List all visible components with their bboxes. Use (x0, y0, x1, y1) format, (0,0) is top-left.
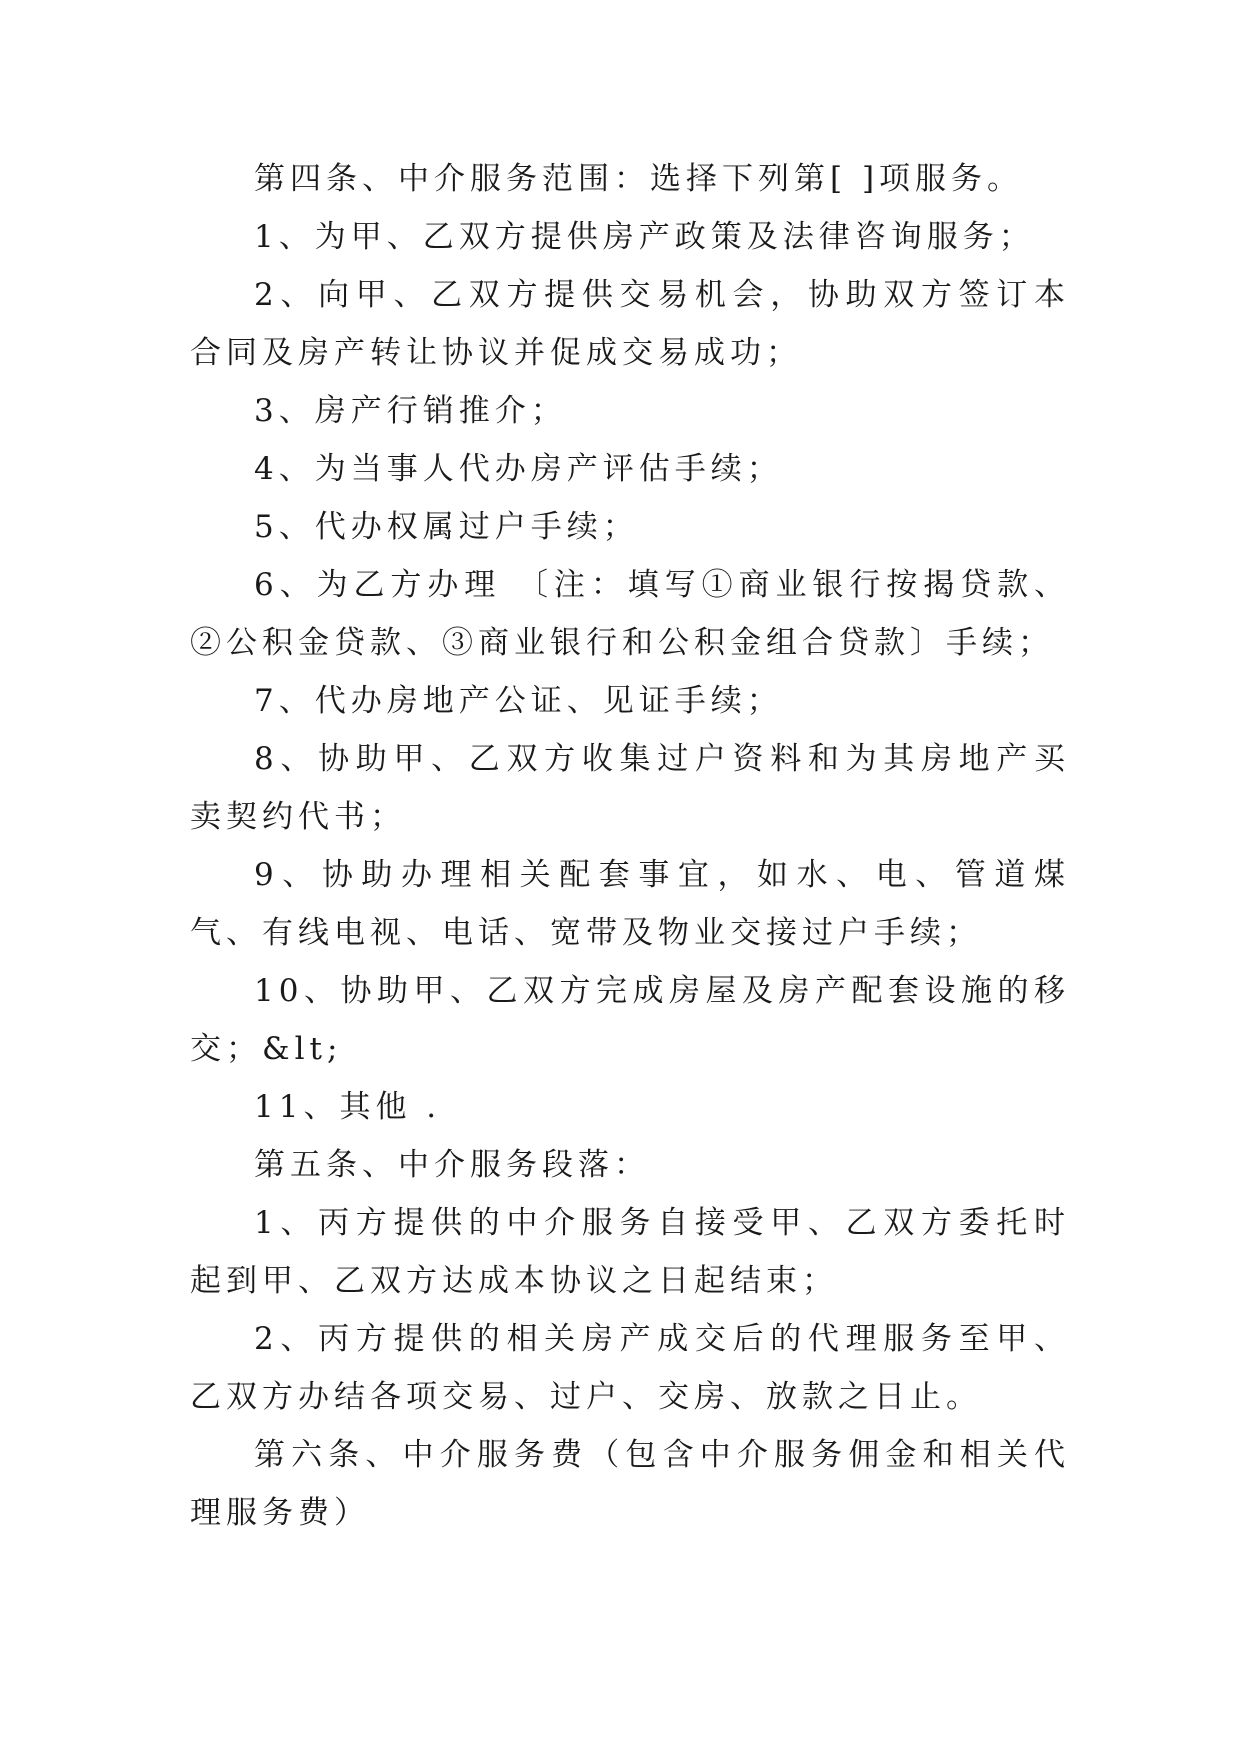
clause-5-heading: 第五条、中介服务段落： (254, 1147, 650, 1183)
clause-4-item-11: 11、其他 . (254, 1089, 442, 1125)
clause-4-item-10: 10、协助甲、乙双方完成房屋及房产配套设施的移交；&lt; (190, 973, 1070, 1067)
clause-4-item-7: 7、代办房地产公证、见证手续； (254, 683, 783, 719)
clause-4-item-2: 2、向甲、乙双方提供交易机会，协助双方签订本合同及房产转让协议并促成交易成功； (190, 277, 1070, 371)
clause-6-heading: 第六条、中介服务费（包含中介服务佣金和相关代理服务费） (190, 1437, 1070, 1531)
clause-4-heading: 第四条、中介服务范围：选择下列第[ ]项服务。 (254, 161, 1024, 197)
clause-4-item-5: 5、代办权属过户手续； (254, 509, 639, 545)
clause-5-item-2: 2、丙方提供的相关房产成交后的代理服务至甲、乙双方办结各项交易、过户、交房、放款之日止。 (190, 1321, 1070, 1415)
clause-5-item-1: 1、丙方提供的中介服务自接受甲、乙双方委托时起到甲、乙双方达成本协议之日起结束； (190, 1205, 1070, 1299)
clause-4-item-3: 3、房产行销推介； (254, 393, 567, 429)
clause-4-item-4: 4、为当事人代办房产评估手续； (254, 451, 783, 487)
clause-4-item-8: 8、协助甲、乙双方收集过户资料和为其房地产买卖契约代书； (190, 741, 1070, 835)
clause-4-item-9: 9、协助办理相关配套事宜，如水、电、管道煤气、有线电视、电话、宽带及物业交接过户手续； (190, 857, 1070, 951)
document-body (190, 150, 1070, 1542)
clause-4-item-1: 1、为甲、乙双方提供房产政策及法律咨询服务； (254, 219, 1035, 255)
clause-4-item-6: 6、为乙方办理 〔注：填写①商业银行按揭贷款、②公积金贷款、③商业银行和公积金组合贷款〕手续； (190, 567, 1070, 661)
